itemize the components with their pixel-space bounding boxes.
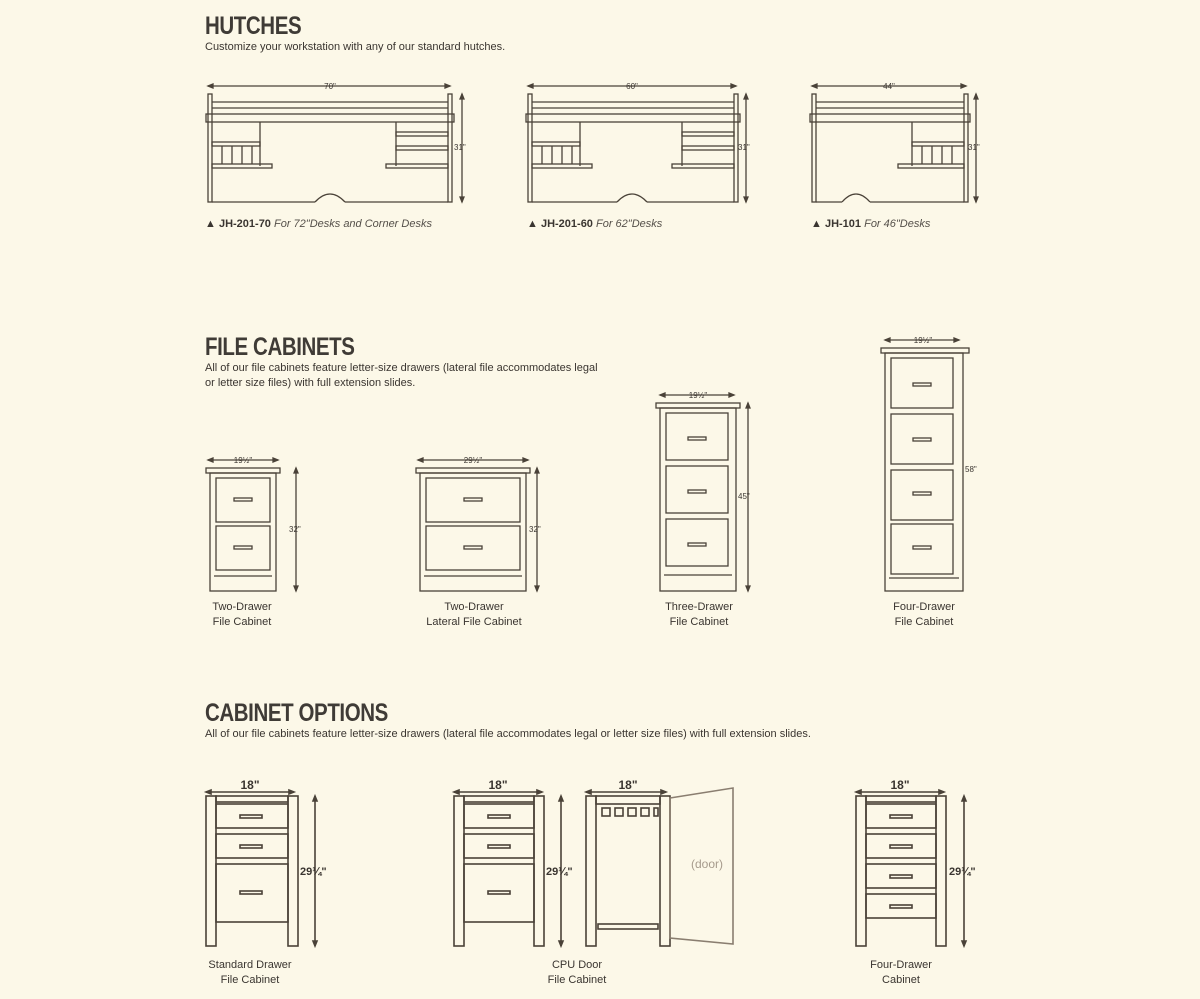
hutch-note: For 46"Desks (864, 218, 931, 230)
cabinet-options-title: CABINET OPTIONS (205, 699, 388, 727)
four-drawer-cabinet-diagram (877, 332, 987, 597)
cabinet-height-label: 32" (289, 525, 301, 534)
hutch-width-label: 44" (883, 82, 895, 91)
hutch-label-3 (811, 218, 930, 230)
caption-line: Lateral File Cabinet (426, 616, 522, 628)
hutch-diagram-70 (200, 78, 475, 208)
hutch-diagram-44 (806, 78, 991, 208)
cabinet-height-label: 58" (965, 465, 977, 474)
door-label: (door) (690, 857, 724, 871)
hutch-height-label: 31" (968, 143, 980, 152)
cabinet-caption (414, 600, 534, 630)
option-height-label: 29¼" (949, 866, 976, 878)
cabinet-options-description: All of our file cabinets feature letter-size drawers (lateral file accommodates legal or letter size files) with full extension slides. (205, 728, 811, 740)
description-line: or letter size files) with full extension slides. (205, 377, 416, 389)
caption-line: File Cabinet (894, 616, 954, 628)
hutches-description: Customize your workstation with any of our standard hutches. (205, 41, 506, 53)
hutch-height-label: 31" (454, 143, 466, 152)
description-line: All of our file cabinets feature letter-size drawers (lateral file accommodates legal (205, 362, 598, 374)
caption-line: Two-Drawer (444, 601, 504, 613)
cabinet-width-label: 19½" (913, 336, 933, 345)
caption-line: Three-Drawer (665, 601, 733, 613)
hutch-width-label: 70" (324, 82, 336, 91)
cabinet-caption (192, 600, 292, 630)
caption-line: File Cabinet (669, 616, 729, 628)
two-drawer-cabinet-diagram (200, 452, 310, 597)
four-drawer-option-diagram (850, 776, 990, 951)
caption-line: Standard Drawer (208, 959, 292, 971)
hutch-diagram-60 (522, 78, 762, 208)
hutch-height-label: 31" (738, 143, 750, 152)
cabinet-width-label: 19½" (233, 456, 253, 465)
hutch-width-label: 60" (626, 82, 638, 91)
caption-line: Two-Drawer (212, 601, 272, 613)
cabinet-caption (649, 600, 749, 630)
hutch-code: JH-101 (824, 218, 862, 230)
option-caption (522, 958, 632, 988)
caption-line: File Cabinet (547, 974, 607, 986)
file-cabinets-title: FILE CABINETS (205, 333, 355, 361)
hutch-code: JH-201-60 (540, 218, 593, 230)
option-width-label: 18" (488, 778, 508, 792)
caption-line: Four-Drawer (893, 601, 955, 613)
option-caption (195, 958, 305, 988)
triangle-icon: ▲ (527, 218, 538, 230)
option-caption (846, 958, 956, 988)
triangle-icon: ▲ (811, 218, 822, 230)
hutches-title: HUTCHES (205, 12, 302, 40)
cabinet-height-label: 45" (738, 492, 750, 501)
hutch-label-1 (205, 218, 432, 230)
cabinet-height-label: 32" (529, 525, 541, 534)
caption-line: File Cabinet (220, 974, 280, 986)
caption-line: Cabinet (882, 974, 920, 986)
standard-drawer-cabinet-diagram (200, 776, 340, 951)
caption-line: File Cabinet (212, 616, 272, 628)
cabinet-caption (874, 600, 974, 630)
caption-line: CPU Door (551, 959, 603, 971)
caption-line: Four-Drawer (870, 959, 932, 971)
option-width-label: 18" (240, 778, 260, 792)
triangle-icon: ▲ (205, 218, 216, 230)
option-height-label: 29¼" (300, 866, 327, 878)
hutch-note: For 72"Desks and Corner Desks (274, 218, 432, 230)
option-width-label: 18" (618, 778, 638, 792)
hutch-label-2 (527, 218, 662, 230)
hutch-code: JH-201-70 (218, 218, 271, 230)
three-drawer-cabinet-diagram (652, 387, 762, 597)
cpu-door-cabinet-diagram (448, 776, 748, 951)
option-width-label: 18" (890, 778, 910, 792)
cabinet-width-label: 29½" (463, 456, 483, 465)
file-cabinets-description (205, 361, 598, 391)
lateral-cabinet-diagram (410, 452, 560, 597)
option-height-label: 29¼" (546, 866, 573, 878)
cabinet-width-label: 19½" (688, 391, 708, 400)
hutch-note: For 62"Desks (596, 218, 663, 230)
